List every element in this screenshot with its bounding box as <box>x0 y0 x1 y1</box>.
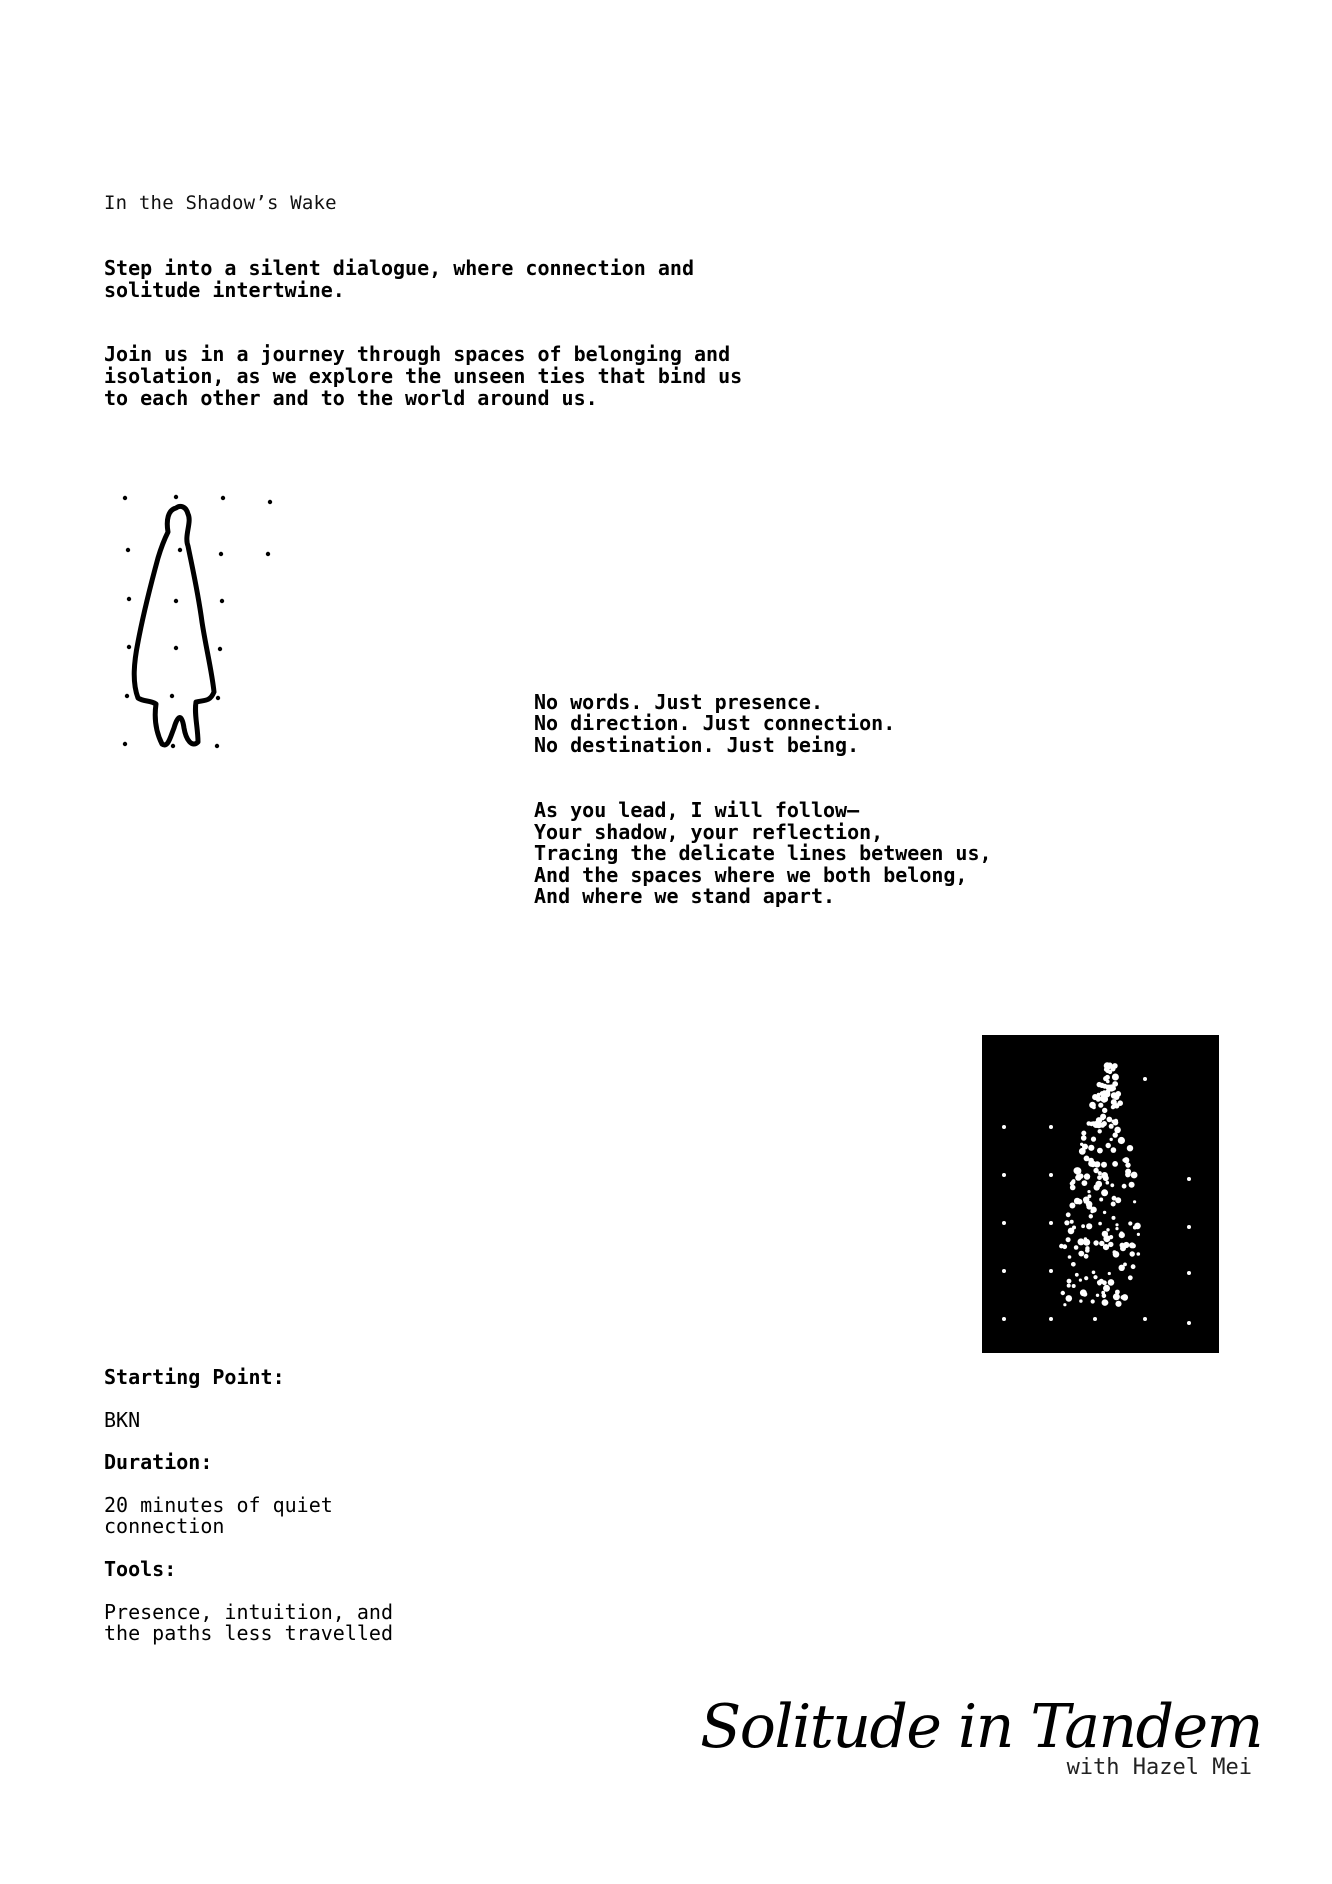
starting-point-label: Starting Point: <box>104 1365 285 1389</box>
brand-title: Solitude in Tandem <box>700 1692 1262 1762</box>
tools-label: Tools: <box>104 1556 177 1581</box>
brand-block <box>700 1692 1262 1780</box>
dotted-figure-image <box>982 1035 1219 1353</box>
poem <box>534 670 1094 952</box>
intro-paragraph-2: Join us in a journey through spaces of belonging and isolation, as we explore the unseen ties that bind us to each other and to the world around us. <box>104 342 743 410</box>
event-details <box>104 1367 464 1666</box>
poem-stanza-1: No words. Just presence. No direction. Just connection. No destination. Just being. <box>534 689 896 757</box>
dotted-figure-icon <box>982 1035 1219 1353</box>
poem-stanza-2: As you lead, I will follow— Your shadow, your reflection, Tracing the delicate lines between us, And the spaces where we both belong, And where we stand apart. <box>534 797 992 909</box>
intro-text <box>104 235 824 451</box>
figure-outline-icon <box>118 492 278 754</box>
intro-paragraph-1: Step into a silent dialogue, where connection and solitude intertwine. <box>104 256 695 302</box>
figure-outline-path <box>134 506 214 744</box>
page-subtitle: In the Shadow’s Wake <box>104 192 337 214</box>
duration-value: 20 minutes of quiet connection <box>104 1492 333 1539</box>
tools-value: Presence, intuition, and the paths less travelled <box>104 1599 393 1646</box>
starting-point-value: BKN <box>104 1407 141 1432</box>
duration-label: Duration: <box>104 1450 213 1475</box>
brand-subtitle: with Hazel Mei <box>1066 1755 1252 1780</box>
